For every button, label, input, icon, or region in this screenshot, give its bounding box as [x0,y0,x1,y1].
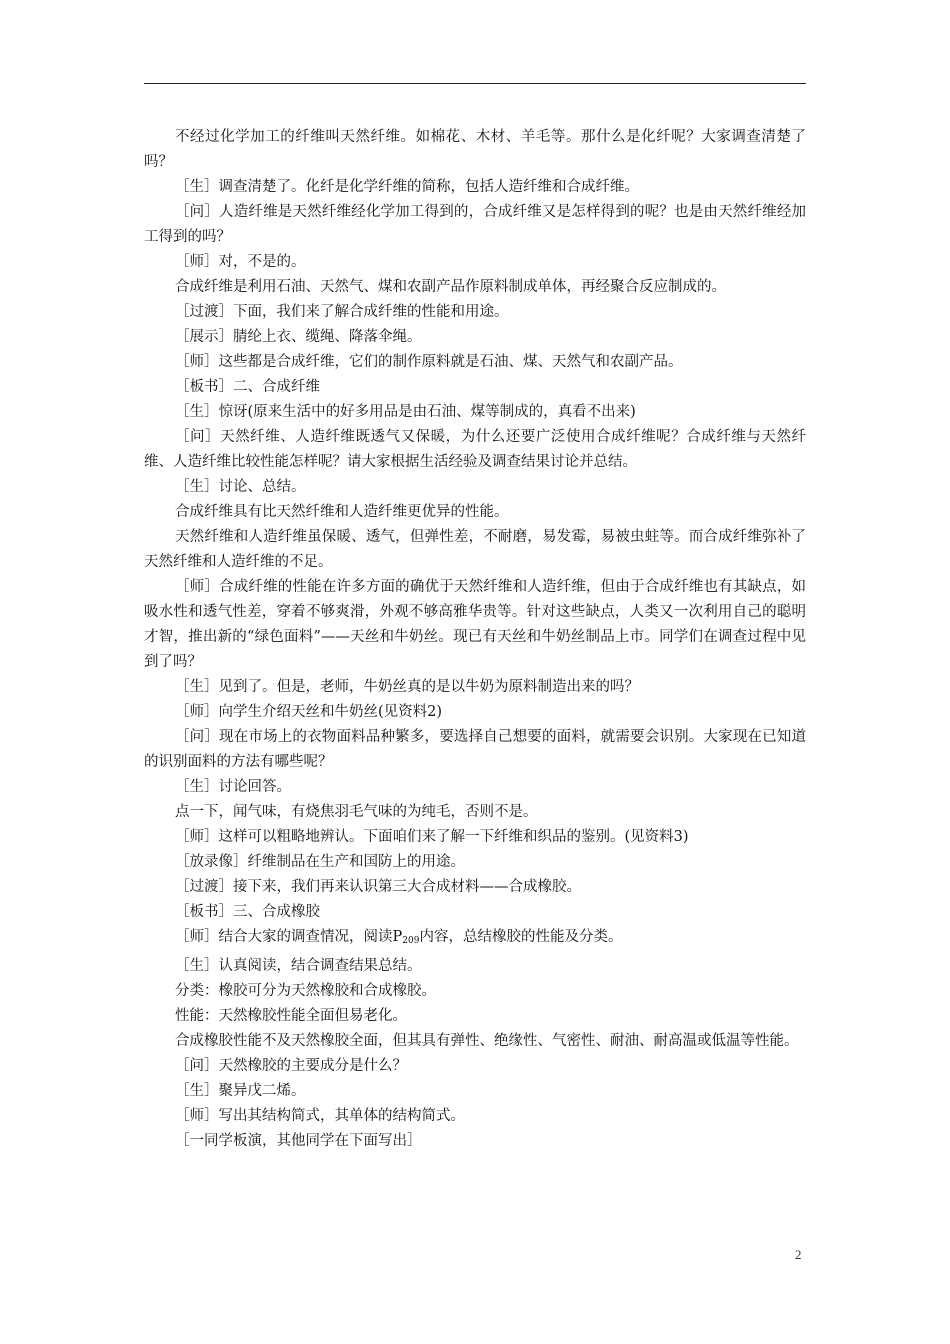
paragraph: ［生］讨论、总结。 [175,479,306,495]
paragraph: ［过渡］接下来，我们再来认识第三大合成材料——合成橡胶。 [175,879,581,895]
reading-instruction-end: 内容，总结橡胶的性能及分类。 [419,929,623,945]
paragraph: ［师］对，不是的。 [175,254,306,270]
header-rule [144,83,806,84]
paragraph: ［问］现在市场上的衣物面料品种繁多，要选择自己想要的面料，就需要会识别。大家现在已知道的识别面料的方法有哪些呢？ [144,729,806,770]
page-number: 2 [795,1247,802,1262]
paragraph: ［放录像］纤维制品在生产和国防上的用途。 [175,854,465,870]
paragraph: ［过渡］下面，我们来了解合成纤维的性能和用途。 [175,304,509,320]
paragraph: ［生］聚异戊二烯。 [175,1083,306,1099]
reading-instruction-start: ［师］结合大家的调查情况，阅读P [175,929,403,945]
paragraph: 合成橡胶性能不及天然橡胶全面，但其具有弹性、绝缘性、气密性、耐油、耐高温或低温等性能。 [175,1033,799,1049]
paragraph: ［师］合成纤维的性能在许多方面的确优于天然纤维和人造纤维，但由于合成纤维也有其缺点，如吸水性和透气性差，穿着不够爽滑，外观不够高雅华贵等。针对这些缺点，人类又一次利用自己的聪明才智，推出新的“绿色面料”——天丝和牛奶丝。现已有天丝和牛奶丝制品上市。同学们在调查过程中见到了吗？ [144,579,806,670]
paragraph: ［一同学板演，其他同学在下面写出］ [175,1133,422,1149]
page-reference-subscript: 209 [402,936,420,946]
paragraph: ［师］写出其结构简式，其单体的结构简式。 [175,1108,465,1124]
paragraph: ［师］这样可以粗略地辨认。下面咱们来了解一下纤维和织品的鉴别。(见资料3) [175,829,689,845]
document-body [144,125,806,1154]
paragraph: ［问］天然纤维、人造纤维既透气又保暖，为什么还要广泛使用合成纤维呢？合成纤维与天然纤维、人造纤维比较性能怎样呢？请大家根据生活经验及调查结果讨论并总结。 [144,429,806,470]
paragraph: ［师］向学生介绍天丝和牛奶丝(见资料2) [175,704,443,720]
paragraph: ［生］惊讶(原来生活中的好多用品是由石油、煤等制成的，真看不出来) [175,404,636,420]
paragraph: 点一下，闻气味，有烧焦羽毛气味的为纯毛，否则不是。 [175,804,538,820]
paragraph: ［生］调查清楚了。化纤是化学纤维的简称，包括人造纤维和合成纤维。 [175,179,639,195]
paragraph: ［问］人造纤维是天然纤维经化学加工得到的，合成纤维又是怎样得到的呢？也是由天然纤维经加工得到的吗？ [144,204,806,245]
paragraph: 分类：橡胶可分为天然橡胶和合成橡胶。 [175,983,436,999]
paragraph: ［生］讨论回答。 [175,779,291,795]
paragraph: ［师］这些都是合成纤维，它们的制作原料就是石油、煤、天然气和农副产品。 [175,354,683,370]
paragraph: ［展示］腈纶上衣、缆绳、降落伞绳。 [175,329,422,345]
paragraph: 性能：天然橡胶性能全面但易老化。 [175,1008,407,1024]
paragraph: 合成纤维是利用石油、天然气、煤和农副产品作原料制成单体，再经聚合反应制成的。 [175,279,726,295]
paragraph: ［板书］二、合成纤维 [175,379,320,395]
paragraph: ［生］认真阅读，结合调查结果总结。 [175,958,422,974]
paragraph: ［问］天然橡胶的主要成分是什么？ [175,1058,407,1074]
paragraph: ［生］见到了。但是，老师，牛奶丝真的是以牛奶为原料制造出来的吗？ [175,679,639,695]
reading-instruction [144,925,806,954]
paragraph: 不经过化学加工的纤维叫天然纤维。如棉花、木材、羊毛等。那什么是化纤呢？大家调查清楚了吗？ [144,129,806,170]
paragraph: 合成纤维具有比天然纤维和人造纤维更优异的性能。 [175,504,509,520]
paragraph: 天然纤维和人造纤维虽保暖、透气，但弹性差，不耐磨，易发霉，易被虫蛀等。而合成纤维弥补了天然纤维和人造纤维的不足。 [144,529,806,570]
paragraph: ［板书］三、合成橡胶 [175,904,320,920]
